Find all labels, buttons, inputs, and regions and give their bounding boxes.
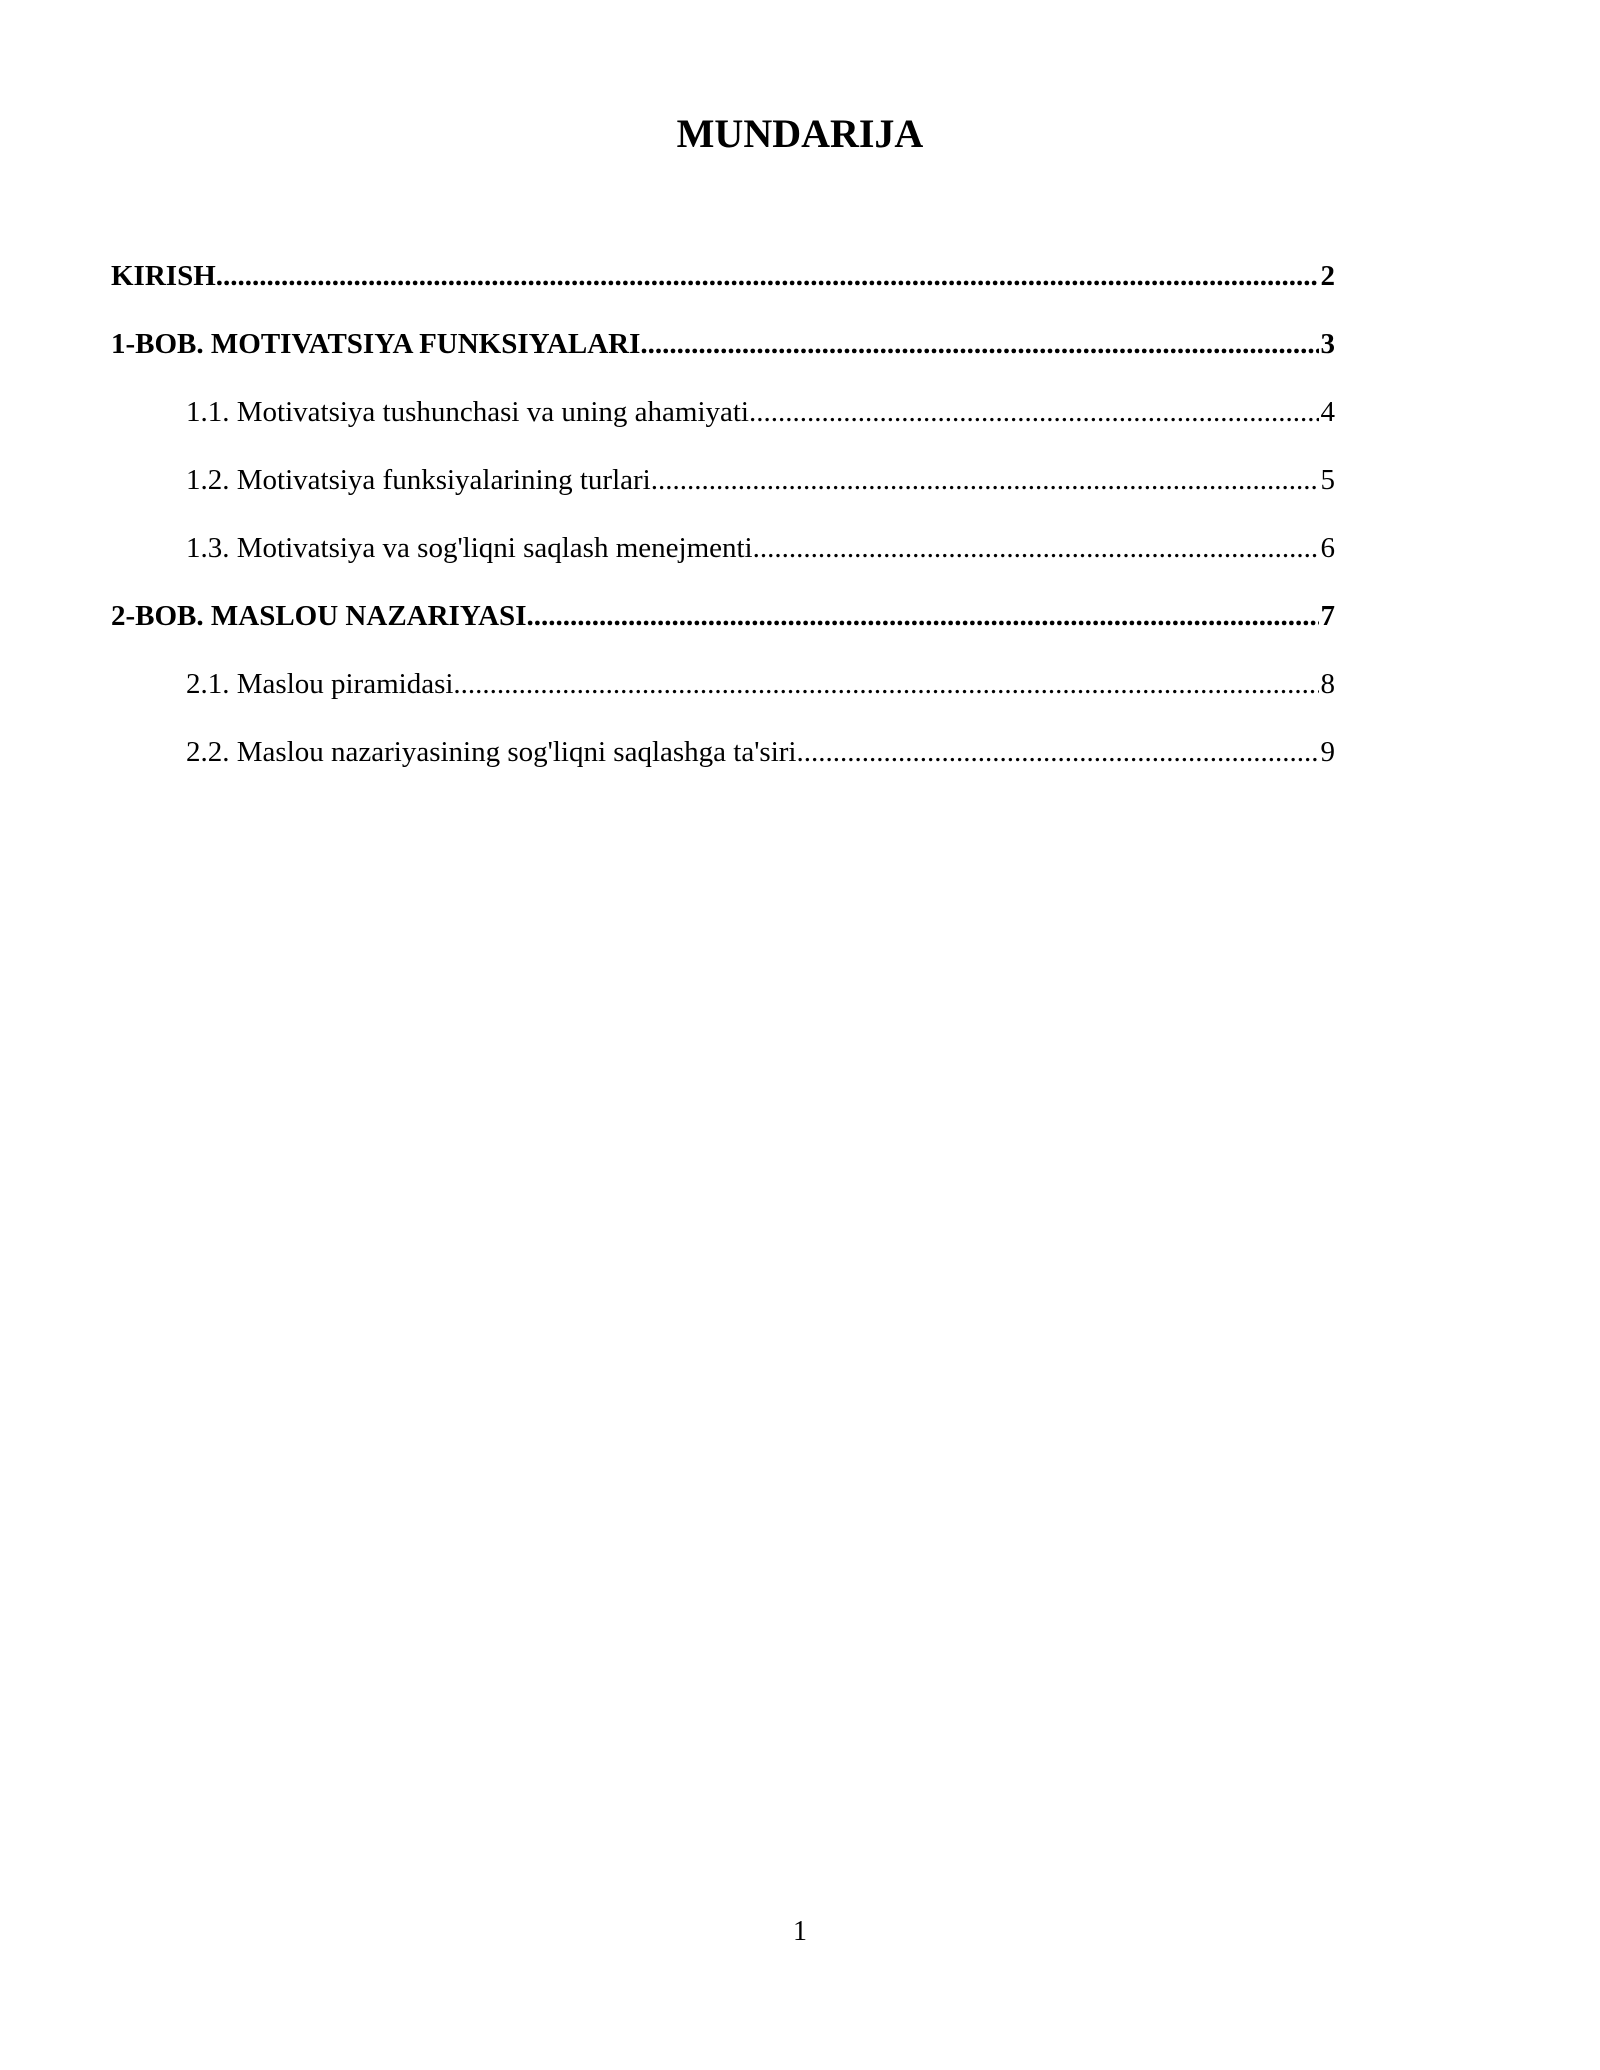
toc-entry-label: 2-BOB. MASLOU NAZARIYASI xyxy=(111,600,527,632)
toc-entry-label: 1.3. Motivatsiya va sog'liqni saqlash menejmenti xyxy=(186,532,753,564)
page-title: MUNDARIJA xyxy=(676,111,924,156)
table-of-contents xyxy=(111,250,1335,794)
toc-entry-label: 1-BOB. MOTIVATSIYA FUNKSIYALARI xyxy=(111,328,641,360)
toc-entry-chapter-1[interactable] xyxy=(111,318,1335,386)
dot-leader xyxy=(749,386,1319,438)
toc-entry-section-2-2[interactable] xyxy=(111,726,1335,794)
toc-entry-page: 6 xyxy=(1320,532,1335,564)
dot-leader xyxy=(526,590,1318,642)
toc-entry-section-1-2[interactable] xyxy=(111,454,1335,522)
toc-entry-label: 2.2. Maslou nazariyasining sog'liqni saqlashga ta'siri xyxy=(186,736,797,768)
toc-entry-label: 2.1. Maslou piramidasi xyxy=(186,668,454,700)
dot-leader xyxy=(651,454,1319,506)
toc-entry-chapter-2[interactable] xyxy=(111,590,1335,658)
toc-entry-label: KIRISH xyxy=(111,260,216,292)
dot-leader xyxy=(453,658,1318,710)
dot-leader xyxy=(640,318,1318,370)
toc-entry-section-2-1[interactable] xyxy=(111,658,1335,726)
toc-entry-section-1-1[interactable] xyxy=(111,386,1335,454)
toc-entry-page: 9 xyxy=(1320,736,1335,768)
dot-leader xyxy=(753,522,1319,574)
toc-entry-kirish[interactable] xyxy=(111,250,1335,318)
toc-entry-label: 1.1. Motivatsiya tushunchasi va uning ahamiyati xyxy=(186,396,749,428)
toc-entry-page: 2 xyxy=(1320,260,1335,292)
page-number: 1 xyxy=(793,1916,807,1947)
toc-entry-page: 3 xyxy=(1320,328,1335,360)
toc-entry-label: 1.2. Motivatsiya funksiyalarining turlari xyxy=(186,464,651,496)
toc-entry-page: 7 xyxy=(1320,600,1335,632)
toc-entry-page: 5 xyxy=(1320,464,1335,496)
toc-entry-page: 8 xyxy=(1320,668,1335,700)
dot-leader xyxy=(797,726,1319,778)
toc-entry-section-1-3[interactable] xyxy=(111,522,1335,590)
dot-leader xyxy=(216,250,1319,302)
toc-entry-page: 4 xyxy=(1320,396,1335,428)
